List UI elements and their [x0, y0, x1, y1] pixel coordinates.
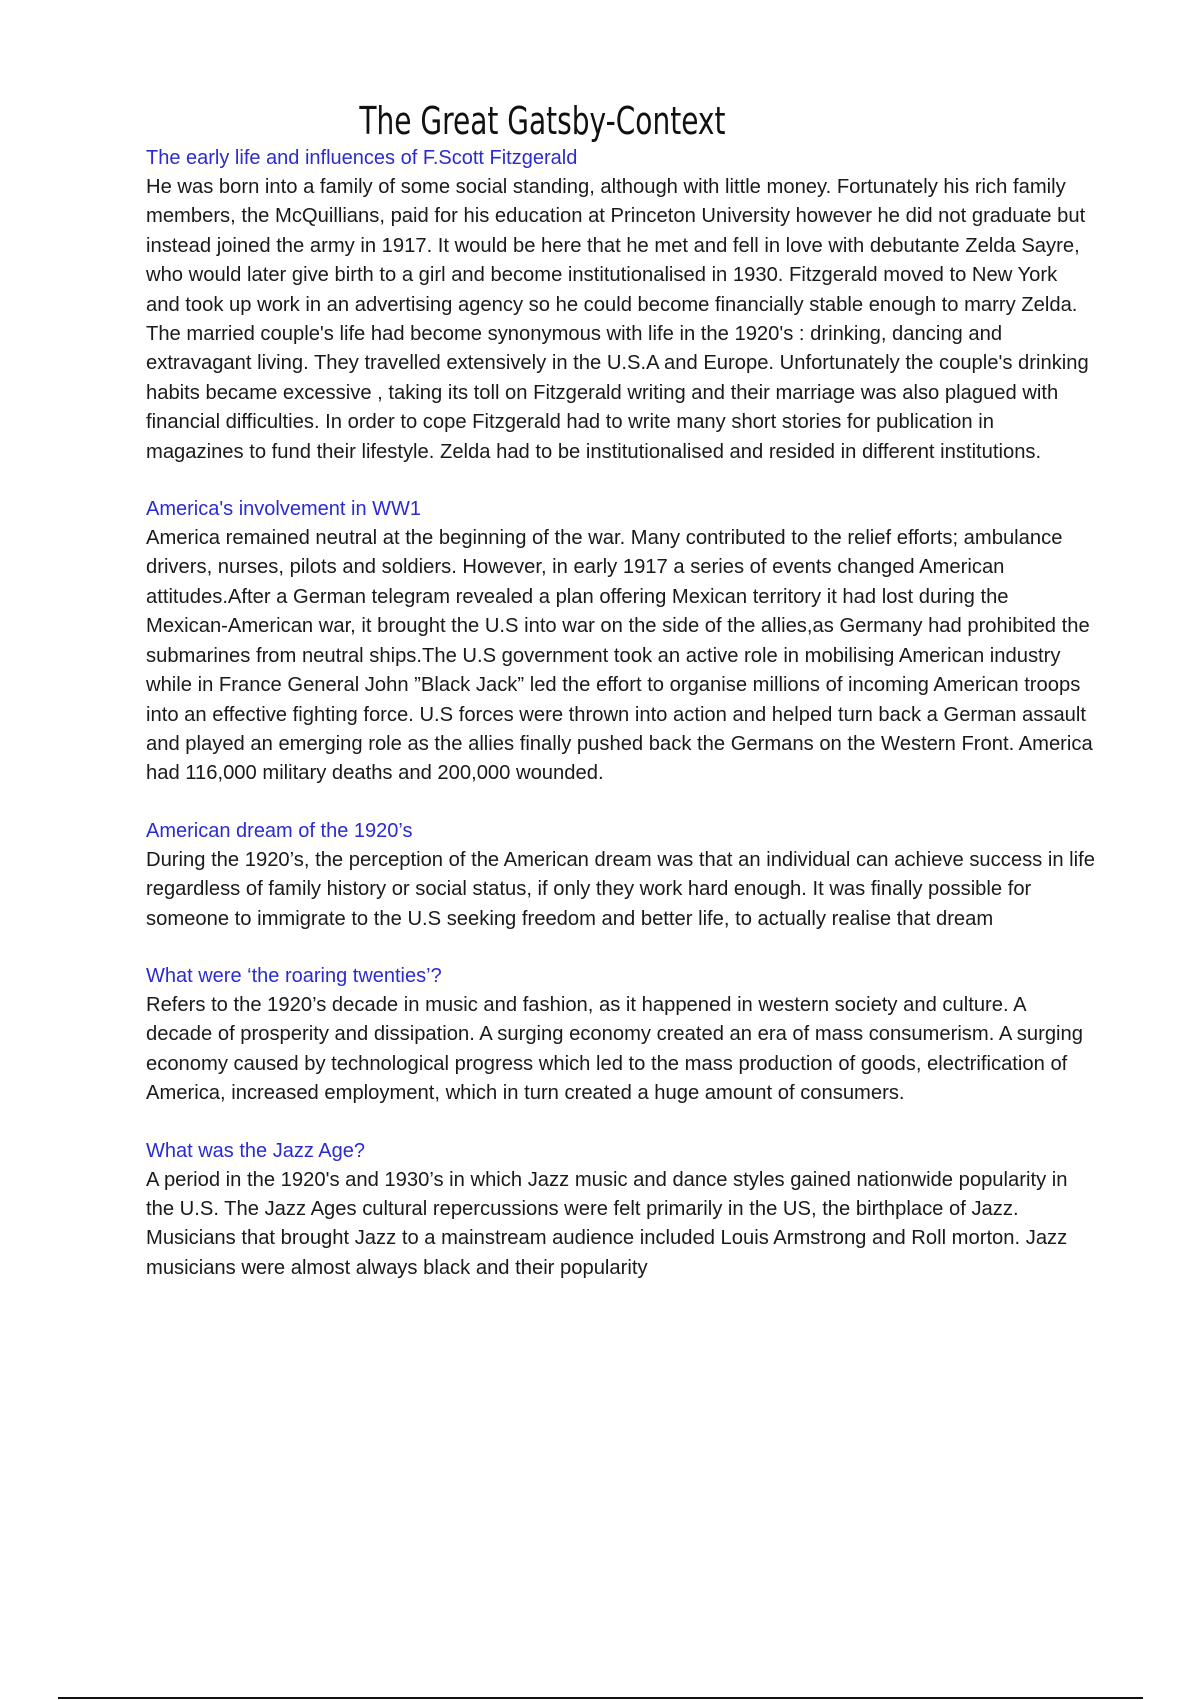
section-heading: What was the Jazz Age? — [146, 1139, 366, 1162]
section-american-dream — [146, 817, 1096, 934]
section-paragraph: Refers to the 1920’s decade in music and fashion, as it happened in western society and culture. A decade of prosperity and dissipation. A surging economy created an era of mass consumerism. A surging economy caused by technological progress which led to the mass production of goods, electrification of America, increased employment, which in turn created a huge amount of consumers. — [146, 993, 1083, 1105]
section-fitzgerald-early-life — [146, 144, 1096, 467]
document-title: The Great Gatsby-Context — [359, 99, 726, 144]
section-america-ww1 — [146, 495, 1096, 789]
section-heading: The early life and influences of F.Scott Fitzgerald — [146, 147, 578, 169]
section-heading: American dream of the 1920’s — [146, 819, 413, 842]
section-paragraph: America remained neutral at the beginning of the war. Many contributed to the relief efforts; ambulance drivers, nurses, pilots and soldiers. However, in early 1917 a series of events changed American attitudes.After a German telegram revealed a plan offering Mexican territory it had lost during the Mexican-American war, it brought the U.S into war on the side of the allies,as Germany had prohibited the submarines from neutral ships.The U.S government took an active role in mobilising American industry while in France General John ”Black Jack” led the effort to organise millions of incoming American troops into an effective fighting force. U.S forces were thrown into action and helped turn back a German assault and played an emerging role as the allies finally pushed back the Germans on the Western Front. America had 116,000 military deaths and 200,000 wounded. — [146, 527, 1093, 785]
page-bottom-rule — [58, 1697, 1143, 1699]
document-body — [146, 144, 1096, 1311]
section-paragraph: A period in the 1920's and 1930’s in which Jazz music and dance styles gained nationwide popularity in the U.S. The Jazz Ages cultural repercussions were felt primarily in the US, the birthplace of Jazz. Musicians that brought Jazz to a mainstream audience included Louis Armstrong and Roll morton. Jazz musicians were almost always black and their popularity — [146, 1168, 1068, 1279]
section-paragraph: He was born into a family of some social standing, although with little money. Fortunately his rich family members, the McQuillians, paid for his education at Princeton University however he did not graduate but instead joined the army in 1917. It would be here that he met and fell in love with debutante Zelda Sayre, who would later give birth to a girl and become institutionalised in 1930. Fitzgerald moved to New York and took up work in an advertising agency so he could become financially stable enough to marry Zelda. The married couple's life had become synonymous with life in the 1920's : drinking, dancing and extravagant living. They travelled extensively in the U.S.A and Europe. Unfortunately the couple's drinking habits became excessive , taking its toll on Fitzgerald writing and their marriage was also plagued with financial difficulties. In order to cope Fitzgerald had to write many short stories for publication in magazines to fund their lifestyle. Zelda had to be institutionalised and resided in different institutions. — [146, 176, 1089, 463]
section-heading: What were ‘the roaring twenties’? — [146, 964, 442, 987]
section-paragraph: During the 1920’s, the perception of the American dream was that an individual can achieve success in life regardless of family history or social status, if only they work hard enough. It was finally possible for someone to immigrate to the U.S seeking freedom and better life, to actually realise that dream — [146, 848, 1095, 930]
section-roaring-twenties — [146, 962, 1096, 1109]
section-heading: America's involvement in WW1 — [146, 498, 421, 521]
section-jazz-age — [146, 1137, 1096, 1284]
